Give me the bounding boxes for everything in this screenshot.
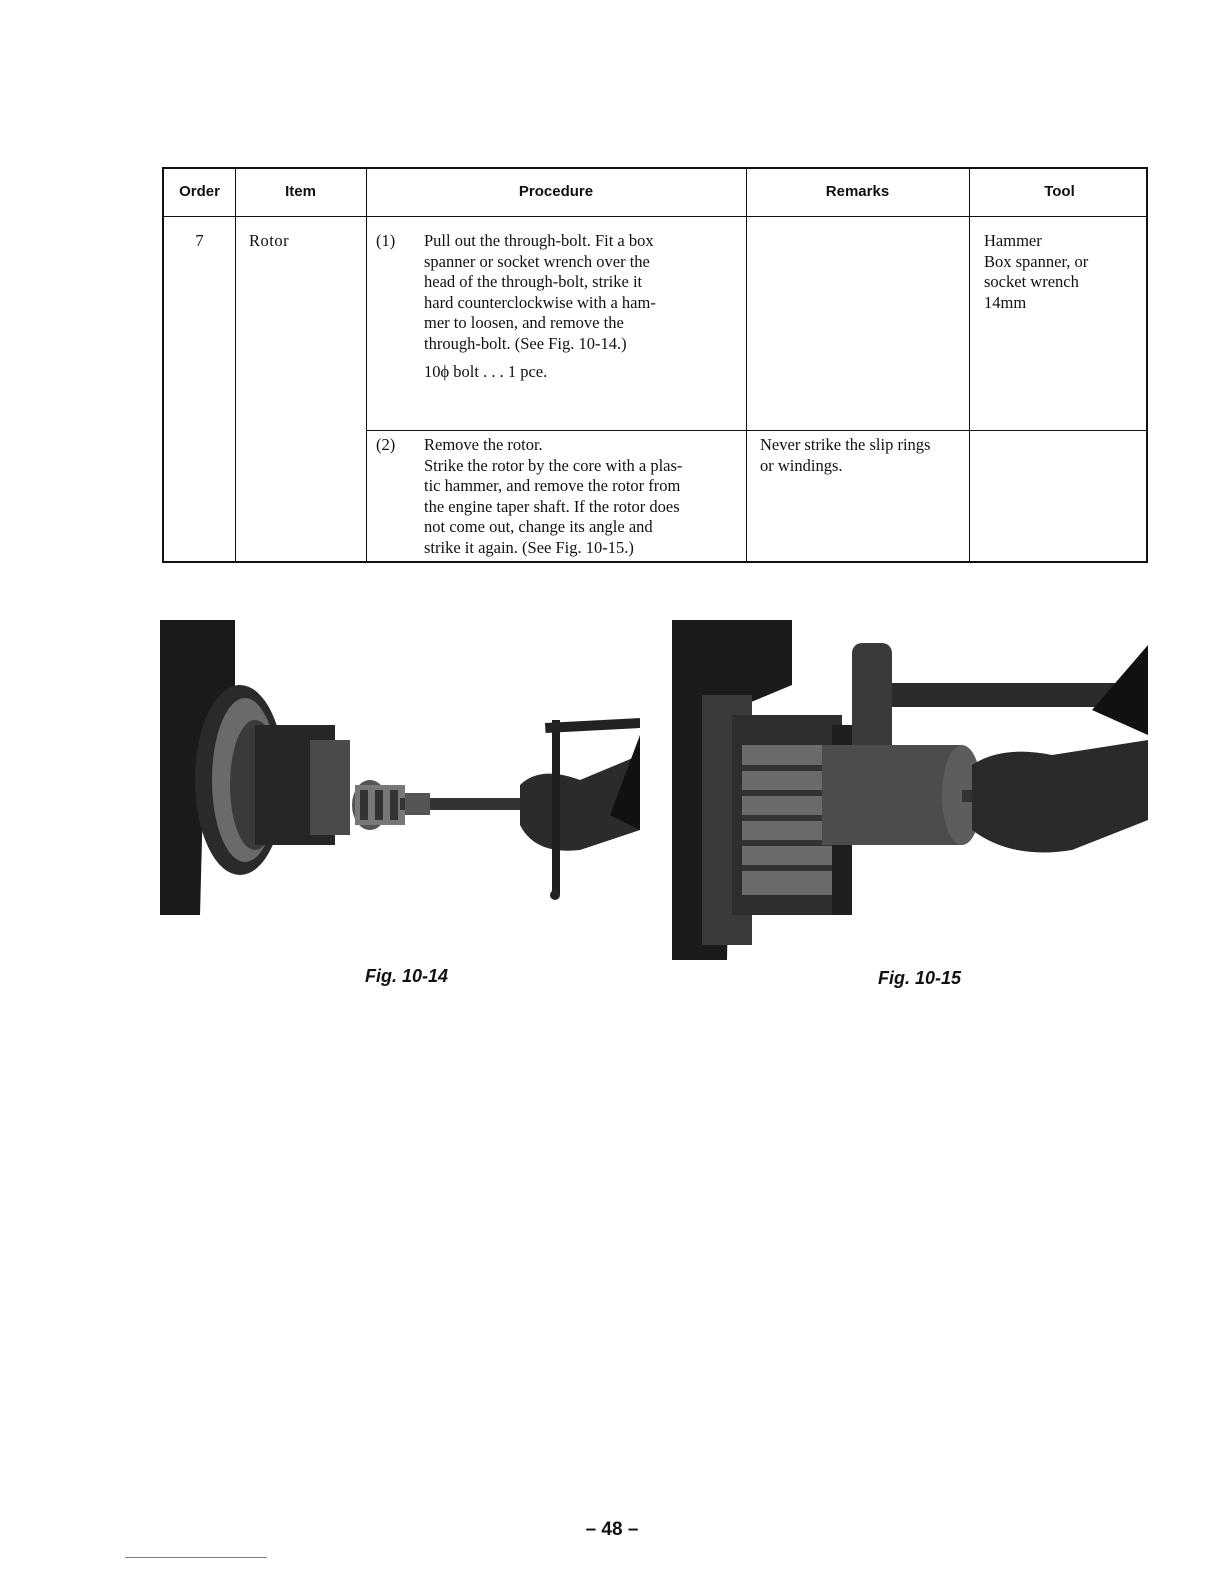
fig-10-14-caption: Fig. 10-14 [365, 966, 449, 986]
col-divider [746, 169, 747, 561]
footer-line [125, 1557, 267, 1558]
part-quantity: 10ϕ bolt . . . 1 pce. [424, 362, 548, 381]
header-divider [164, 216, 1146, 217]
step-2-number: (2) [376, 435, 396, 454]
item-value: Rotor [249, 231, 290, 250]
col-divider [366, 169, 367, 561]
header-remarks: Remarks [825, 183, 890, 200]
page-number: – 48 – [585, 1519, 639, 1540]
step-1-text: Pull out the through-bolt. Fit a box spanner or socket wrench over the head of the through-bolt, strike it hard counterclockwise with a ham- mer to loosen, and remove the through-bolt. (See Fig. 10-14.) 10ϕ bolt . . . 1 pce. [424, 231, 656, 381]
fig-10-14-photo [160, 615, 640, 915]
tool-step-1: Hammer Box spanner, or socket wrench 14mm [984, 231, 1089, 312]
step-1-number: (1) [376, 231, 396, 250]
header-item: Item [285, 183, 316, 200]
step-2-text: Remove the rotor. Strike the rotor by the core with a plas- tic hammer, and remove the rotor from the engine taper shaft. If the rotor does not come out, change its angle and strike it again. (See Fig. 10-15.) [424, 435, 683, 557]
header-tool: Tool [1044, 183, 1075, 200]
col-divider [235, 169, 236, 561]
order-value: 7 [195, 231, 204, 250]
col-divider [969, 169, 970, 561]
remarks-step-2: Never strike the slip rings or windings. [760, 435, 931, 475]
header-procedure: Procedure [518, 183, 594, 200]
step-divider [366, 430, 1146, 431]
header-order: Order [179, 183, 220, 200]
fig-10-15-caption: Fig. 10-15 [878, 968, 962, 988]
fig-10-15-photo [672, 615, 1148, 960]
procedure-table [162, 167, 1148, 563]
